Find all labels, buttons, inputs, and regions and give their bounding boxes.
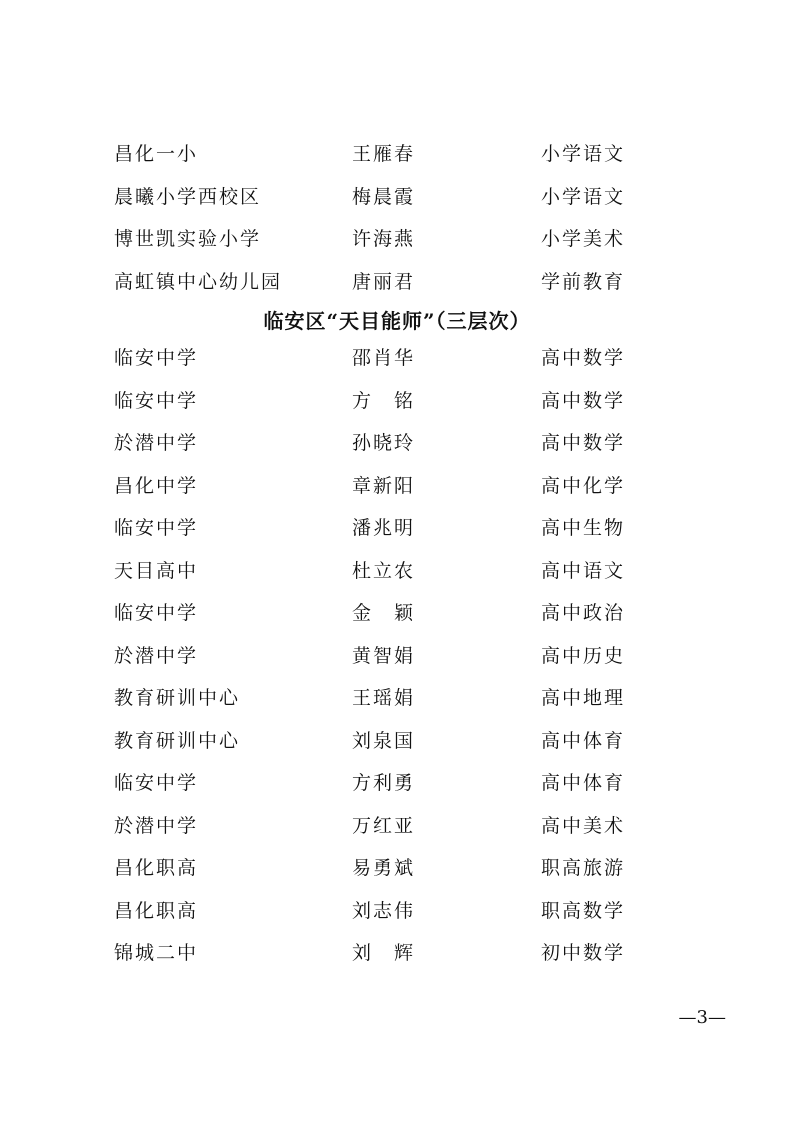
- list-item: [0, 598, 794, 628]
- school-name: 於潜中学: [114, 432, 199, 454]
- teacher-name: 王雁春: [352, 143, 416, 165]
- list-item: [0, 471, 794, 501]
- list-item: [0, 811, 794, 841]
- list-item: [0, 938, 794, 968]
- teacher-name: 梅晨霞: [352, 186, 416, 208]
- teacher-name: 杜立农: [352, 560, 416, 582]
- school-name: 教育研训中心: [114, 730, 241, 752]
- teacher-name: 黄智娟: [352, 645, 416, 667]
- school-name: 於潜中学: [114, 815, 199, 837]
- school-name: 临安中学: [114, 602, 199, 624]
- subject: 高中体育: [541, 772, 626, 794]
- subject: 高中数学: [541, 347, 626, 369]
- school-name: 昌化职高: [114, 900, 199, 922]
- list-item: [0, 513, 794, 543]
- subject: 小学语文: [541, 186, 626, 208]
- subject: 职高旅游: [541, 857, 626, 879]
- list-item: [0, 224, 794, 254]
- teacher-name: 易勇斌: [352, 857, 416, 879]
- subject: 高中体育: [541, 730, 626, 752]
- school-name: 锦城二中: [114, 942, 199, 964]
- teacher-name: 万红亚: [352, 815, 416, 837]
- subject: 学前教育: [541, 271, 626, 293]
- subject: 高中化学: [541, 475, 626, 497]
- subject: 初中数学: [541, 942, 626, 964]
- list-item: [0, 386, 794, 416]
- teacher-name: 方 铭: [352, 390, 416, 412]
- school-name: 教育研训中心: [114, 687, 241, 709]
- teacher-name: 许海燕: [352, 228, 416, 250]
- subject: 职高数学: [541, 900, 626, 922]
- subject: 高中数学: [541, 390, 626, 412]
- teacher-name: 章新阳: [352, 475, 416, 497]
- teacher-name: 孙晓玲: [352, 432, 416, 454]
- subject: 小学语文: [541, 143, 626, 165]
- page-number: —3—: [678, 1007, 726, 1028]
- school-name: 於潜中学: [114, 645, 199, 667]
- teacher-name: 邵肖华: [352, 347, 416, 369]
- subject: 高中历史: [541, 645, 626, 667]
- list-item: [0, 267, 794, 297]
- teacher-name: 刘泉国: [352, 730, 416, 752]
- teacher-name: 潘兆明: [352, 517, 416, 539]
- school-name: 临安中学: [114, 390, 199, 412]
- teacher-name: 方利勇: [352, 772, 416, 794]
- school-name: 临安中学: [114, 347, 199, 369]
- teacher-name: 王瑶娟: [352, 687, 416, 709]
- list-item: [0, 556, 794, 586]
- list-item: [0, 182, 794, 212]
- school-name: 临安中学: [114, 517, 199, 539]
- section-title: 临安区“天目能师”（三层次）: [263, 309, 531, 333]
- list-item: [0, 343, 794, 373]
- school-name: 昌化中学: [114, 475, 199, 497]
- subject: 高中政治: [541, 602, 626, 624]
- school-name: 昌化职高: [114, 857, 199, 879]
- list-item: [0, 896, 794, 926]
- list-item: [0, 641, 794, 671]
- school-name: 高虹镇中心幼儿园: [114, 271, 283, 293]
- school-name: 临安中学: [114, 772, 199, 794]
- school-name: 昌化一小: [114, 143, 199, 165]
- teacher-name: 金 颖: [352, 602, 416, 624]
- teacher-name: 刘 辉: [352, 942, 416, 964]
- teacher-name: 刘志伟: [352, 900, 416, 922]
- list-item: [0, 853, 794, 883]
- teacher-name: 唐丽君: [352, 271, 416, 293]
- subject: 高中美术: [541, 815, 626, 837]
- list-item: [0, 428, 794, 458]
- list-item: [0, 768, 794, 798]
- list-item: [0, 726, 794, 756]
- school-name: 天目高中: [114, 560, 199, 582]
- subject: 小学美术: [541, 228, 626, 250]
- subject: 高中语文: [541, 560, 626, 582]
- list-item: [0, 139, 794, 169]
- subject: 高中数学: [541, 432, 626, 454]
- subject: 高中生物: [541, 517, 626, 539]
- school-name: 晨曦小学西校区: [114, 186, 262, 208]
- list-item: [0, 683, 794, 713]
- subject: 高中地理: [541, 687, 626, 709]
- school-name: 博世凯实验小学: [114, 228, 262, 250]
